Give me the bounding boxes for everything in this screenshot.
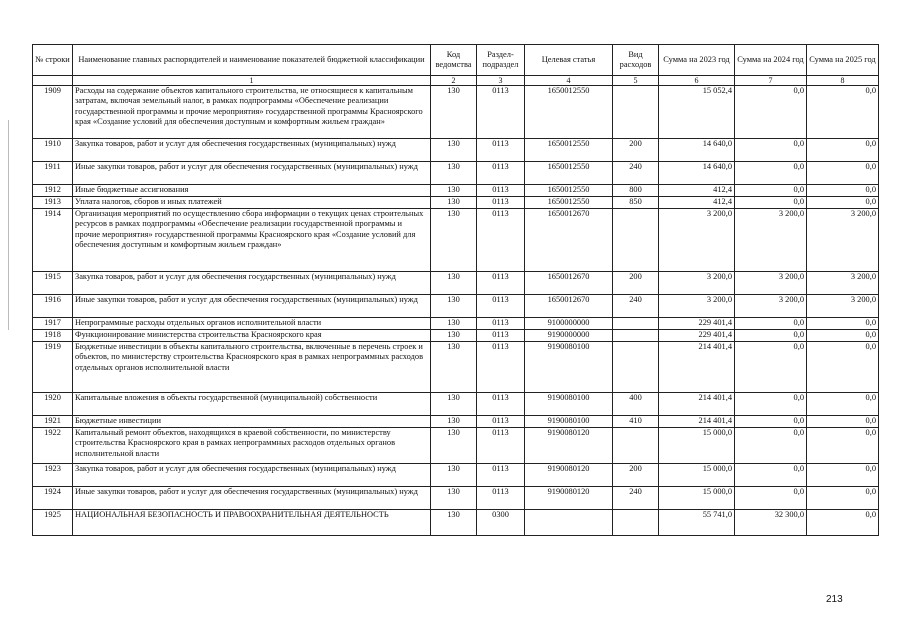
scan-edge-mark xyxy=(8,120,9,330)
header-sum-2024: Сумма на 2024 год xyxy=(735,45,807,76)
row-name-cell: Непрограммные расходы отдельных органов исполнительной власти xyxy=(73,318,431,330)
sum-2025-cell: 0,0 xyxy=(807,162,879,185)
sum-2025-cell: 0,0 xyxy=(807,416,879,428)
header-sum-2025: Сумма на 2025 год xyxy=(807,45,879,76)
sum-2023-cell: 214 401,4 xyxy=(659,416,735,428)
row-number-cell: 1909 xyxy=(33,86,73,139)
target-article-cell xyxy=(525,510,613,536)
expense-type-cell xyxy=(613,342,659,393)
column-number: 8 xyxy=(807,76,879,86)
row-name-cell: Бюджетные инвестиции xyxy=(73,416,431,428)
row-name-cell: Закупка товаров, работ и услуг для обеспечения государственных (муниципальных) нужд xyxy=(73,464,431,487)
column-number: 7 xyxy=(735,76,807,86)
sum-2023-cell: 214 401,4 xyxy=(659,342,735,393)
sum-2023-cell: 3 200,0 xyxy=(659,272,735,295)
expense-type-cell: 410 xyxy=(613,416,659,428)
header-section: Раздел-подраздел xyxy=(477,45,525,76)
table-row xyxy=(33,139,879,162)
sum-2023-cell: 214 401,4 xyxy=(659,393,735,416)
row-name-cell: Бюджетные инвестиции в объекты капитального строительства, включенные в перечень строек и объектов, по министерству строительства Красноярского края в рамках непрограммных расходов отдельных органов исполнительной власти xyxy=(73,342,431,393)
row-number-cell: 1910 xyxy=(33,139,73,162)
row-number-cell: 1916 xyxy=(33,295,73,318)
section-cell: 0113 xyxy=(477,393,525,416)
page-number: 213 xyxy=(826,594,843,605)
expense-type-cell: 200 xyxy=(613,139,659,162)
target-article-cell: 9190080120 xyxy=(525,464,613,487)
section-cell: 0113 xyxy=(477,428,525,464)
sum-2023-cell: 15 000,0 xyxy=(659,487,735,510)
column-number: 2 xyxy=(431,76,477,86)
table-row xyxy=(33,342,879,393)
row-number-cell: 1921 xyxy=(33,416,73,428)
row-number-cell: 1912 xyxy=(33,185,73,197)
sum-2023-cell: 15 000,0 xyxy=(659,464,735,487)
sum-2024-cell: 0,0 xyxy=(735,139,807,162)
sum-2024-cell: 0,0 xyxy=(735,185,807,197)
sum-2024-cell: 0,0 xyxy=(735,197,807,209)
table-row xyxy=(33,197,879,209)
expense-type-cell xyxy=(613,209,659,272)
table-body xyxy=(33,86,879,536)
target-article-cell: 9190080120 xyxy=(525,428,613,464)
section-cell: 0113 xyxy=(477,162,525,185)
target-article-cell: 1650012670 xyxy=(525,295,613,318)
department-code-cell: 130 xyxy=(431,428,477,464)
expense-type-cell xyxy=(613,510,659,536)
department-code-cell: 130 xyxy=(431,162,477,185)
table-row xyxy=(33,209,879,272)
row-name-cell: Закупка товаров, работ и услуг для обеспечения государственных (муниципальных) нужд xyxy=(73,139,431,162)
department-code-cell: 130 xyxy=(431,393,477,416)
sum-2023-cell: 229 401,4 xyxy=(659,318,735,330)
sum-2025-cell: 3 200,0 xyxy=(807,209,879,272)
column-number: 6 xyxy=(659,76,735,86)
sum-2024-cell: 0,0 xyxy=(735,416,807,428)
sum-2025-cell: 0,0 xyxy=(807,185,879,197)
column-number: 4 xyxy=(525,76,613,86)
sum-2024-cell: 32 300,0 xyxy=(735,510,807,536)
department-code-cell: 130 xyxy=(431,487,477,510)
sum-2023-cell: 229 401,4 xyxy=(659,330,735,342)
sum-2024-cell: 0,0 xyxy=(735,86,807,139)
expense-type-cell: 800 xyxy=(613,185,659,197)
header-row-number: № строки xyxy=(33,45,73,76)
row-name-cell: Закупка товаров, работ и услуг для обеспечения государственных (муниципальных) нужд xyxy=(73,272,431,295)
table-row xyxy=(33,318,879,330)
department-code-cell: 130 xyxy=(431,185,477,197)
sum-2024-cell: 3 200,0 xyxy=(735,209,807,272)
column-number: 1 xyxy=(73,76,431,86)
table-row xyxy=(33,86,879,139)
expense-type-cell xyxy=(613,330,659,342)
target-article-cell: 1650012550 xyxy=(525,197,613,209)
sum-2024-cell: 0,0 xyxy=(735,464,807,487)
target-article-cell: 1650012550 xyxy=(525,162,613,185)
sum-2024-cell: 0,0 xyxy=(735,487,807,510)
sum-2025-cell: 0,0 xyxy=(807,510,879,536)
row-number-cell: 1911 xyxy=(33,162,73,185)
row-name-cell: Организация мероприятий по осуществлению сбора информации о текущих ценах строительных ресурсов в рамках подпрограммы «Обеспечение реализации государственной программы и прочие мероприятия» государственной программы Красноярского края «Создание условий для обеспечения доступным и комфортным жильем граждан» xyxy=(73,209,431,272)
expense-type-cell: 850 xyxy=(613,197,659,209)
sum-2024-cell: 0,0 xyxy=(735,428,807,464)
budget-table-sheet xyxy=(32,44,878,536)
sum-2025-cell: 0,0 xyxy=(807,197,879,209)
sum-2024-cell: 0,0 xyxy=(735,162,807,185)
column-number xyxy=(33,76,73,86)
section-cell: 0113 xyxy=(477,139,525,162)
expense-type-cell: 240 xyxy=(613,487,659,510)
header-target-article: Целевая статья xyxy=(525,45,613,76)
sum-2024-cell: 0,0 xyxy=(735,330,807,342)
section-cell: 0113 xyxy=(477,342,525,393)
column-number: 5 xyxy=(613,76,659,86)
department-code-cell: 130 xyxy=(431,86,477,139)
header-sum-2023: Сумма на 2023 год xyxy=(659,45,735,76)
section-cell: 0113 xyxy=(477,185,525,197)
department-code-cell: 130 xyxy=(431,510,477,536)
expense-type-cell xyxy=(613,428,659,464)
expense-type-cell: 200 xyxy=(613,464,659,487)
section-cell: 0113 xyxy=(477,209,525,272)
row-name-cell: Капитальные вложения в объекты государственной (муниципальной) собственности xyxy=(73,393,431,416)
section-cell: 0113 xyxy=(477,272,525,295)
sum-2024-cell: 0,0 xyxy=(735,393,807,416)
sum-2025-cell: 0,0 xyxy=(807,464,879,487)
header-name: Наименование главных распорядителей и наименование показателей бюджетной классификации xyxy=(73,45,431,76)
section-cell: 0113 xyxy=(477,330,525,342)
sum-2023-cell: 14 640,0 xyxy=(659,162,735,185)
sum-2025-cell: 0,0 xyxy=(807,487,879,510)
target-article-cell: 1650012670 xyxy=(525,272,613,295)
sum-2025-cell: 0,0 xyxy=(807,428,879,464)
table-row xyxy=(33,464,879,487)
section-cell: 0113 xyxy=(477,464,525,487)
department-code-cell: 130 xyxy=(431,416,477,428)
sum-2024-cell: 3 200,0 xyxy=(735,272,807,295)
sum-2024-cell: 0,0 xyxy=(735,318,807,330)
department-code-cell: 130 xyxy=(431,197,477,209)
sum-2024-cell: 3 200,0 xyxy=(735,295,807,318)
row-name-cell: Иные закупки товаров, работ и услуг для обеспечения государственных (муниципальных) нужд xyxy=(73,295,431,318)
row-number-cell: 1913 xyxy=(33,197,73,209)
target-article-cell: 9190000000 xyxy=(525,330,613,342)
sum-2025-cell: 3 200,0 xyxy=(807,295,879,318)
sum-2023-cell: 14 640,0 xyxy=(659,139,735,162)
section-cell: 0113 xyxy=(477,487,525,510)
sum-2023-cell: 55 741,0 xyxy=(659,510,735,536)
row-number-cell: 1919 xyxy=(33,342,73,393)
table-row xyxy=(33,185,879,197)
row-number-cell: 1922 xyxy=(33,428,73,464)
table-header-row xyxy=(33,45,879,76)
section-cell: 0113 xyxy=(477,416,525,428)
expense-type-cell: 240 xyxy=(613,162,659,185)
target-article-cell: 1650012550 xyxy=(525,185,613,197)
department-code-cell: 130 xyxy=(431,342,477,393)
department-code-cell: 130 xyxy=(431,272,477,295)
department-code-cell: 130 xyxy=(431,295,477,318)
sum-2025-cell: 0,0 xyxy=(807,330,879,342)
target-article-cell: 1650012670 xyxy=(525,209,613,272)
table-row xyxy=(33,510,879,536)
sum-2023-cell: 412,4 xyxy=(659,185,735,197)
table-row xyxy=(33,162,879,185)
sum-2023-cell: 3 200,0 xyxy=(659,209,735,272)
section-cell: 0113 xyxy=(477,197,525,209)
section-cell: 0113 xyxy=(477,86,525,139)
sum-2023-cell: 412,4 xyxy=(659,197,735,209)
column-number: 3 xyxy=(477,76,525,86)
column-number-row xyxy=(33,76,879,86)
department-code-cell: 130 xyxy=(431,330,477,342)
target-article-cell: 9190080100 xyxy=(525,342,613,393)
sum-2025-cell: 0,0 xyxy=(807,342,879,393)
expense-type-cell xyxy=(613,86,659,139)
row-name-cell: Капитальный ремонт объектов, находящихся в краевой собственности, по министерству строительства Красноярского края в рамках непрограммных расходов отдельных органов исполнительной власти xyxy=(73,428,431,464)
header-department-code: Код ведомства xyxy=(431,45,477,76)
row-number-cell: 1914 xyxy=(33,209,73,272)
sum-2023-cell: 15 052,4 xyxy=(659,86,735,139)
department-code-cell: 130 xyxy=(431,139,477,162)
row-name-cell: Иные бюджетные ассигнования xyxy=(73,185,431,197)
row-name-cell: НАЦИОНАЛЬНАЯ БЕЗОПАСНОСТЬ И ПРАВООХРАНИТЕЛЬНАЯ ДЕЯТЕЛЬНОСТЬ xyxy=(73,510,431,536)
department-code-cell: 130 xyxy=(431,209,477,272)
target-article-cell: 1650012550 xyxy=(525,86,613,139)
sum-2025-cell: 0,0 xyxy=(807,86,879,139)
department-code-cell: 130 xyxy=(431,464,477,487)
row-number-cell: 1923 xyxy=(33,464,73,487)
sum-2025-cell: 0,0 xyxy=(807,318,879,330)
row-number-cell: 1918 xyxy=(33,330,73,342)
expense-type-cell: 240 xyxy=(613,295,659,318)
department-code-cell: 130 xyxy=(431,318,477,330)
row-name-cell: Функционирование министерства строительства Красноярского края xyxy=(73,330,431,342)
sum-2023-cell: 15 000,0 xyxy=(659,428,735,464)
table-row xyxy=(33,272,879,295)
table-row xyxy=(33,393,879,416)
sum-2025-cell: 0,0 xyxy=(807,139,879,162)
row-name-cell: Уплата налогов, сборов и иных платежей xyxy=(73,197,431,209)
row-number-cell: 1915 xyxy=(33,272,73,295)
table-row xyxy=(33,428,879,464)
section-cell: 0113 xyxy=(477,295,525,318)
target-article-cell: 9190080100 xyxy=(525,416,613,428)
header-expense-type: Вид расходов xyxy=(613,45,659,76)
row-number-cell: 1925 xyxy=(33,510,73,536)
target-article-cell: 9190080120 xyxy=(525,487,613,510)
section-cell: 0113 xyxy=(477,318,525,330)
row-number-cell: 1920 xyxy=(33,393,73,416)
row-name-cell: Расходы на содержание объектов капитального строительства, не относящиеся к капитальным затратам, включая земельный налог, в рамках подпрограммы «Обеспечение реализации государственной программы и прочие мероприятия» государственной программы Красноярского края «Создание условий для обеспечения доступным и комфортным жильем граждан» xyxy=(73,86,431,139)
target-article-cell: 9100000000 xyxy=(525,318,613,330)
expense-type-cell: 200 xyxy=(613,272,659,295)
row-number-cell: 1924 xyxy=(33,487,73,510)
section-cell: 0300 xyxy=(477,510,525,536)
table-row xyxy=(33,416,879,428)
sum-2024-cell: 0,0 xyxy=(735,342,807,393)
target-article-cell: 1650012550 xyxy=(525,139,613,162)
row-number-cell: 1917 xyxy=(33,318,73,330)
sum-2025-cell: 0,0 xyxy=(807,393,879,416)
row-name-cell: Иные закупки товаров, работ и услуг для обеспечения государственных (муниципальных) нужд xyxy=(73,487,431,510)
table-row xyxy=(33,295,879,318)
sum-2025-cell: 3 200,0 xyxy=(807,272,879,295)
expense-type-cell xyxy=(613,318,659,330)
sum-2023-cell: 3 200,0 xyxy=(659,295,735,318)
table-row xyxy=(33,487,879,510)
row-name-cell: Иные закупки товаров, работ и услуг для обеспечения государственных (муниципальных) нужд xyxy=(73,162,431,185)
table-row xyxy=(33,330,879,342)
expense-type-cell: 400 xyxy=(613,393,659,416)
budget-table xyxy=(32,44,879,536)
target-article-cell: 9190080100 xyxy=(525,393,613,416)
